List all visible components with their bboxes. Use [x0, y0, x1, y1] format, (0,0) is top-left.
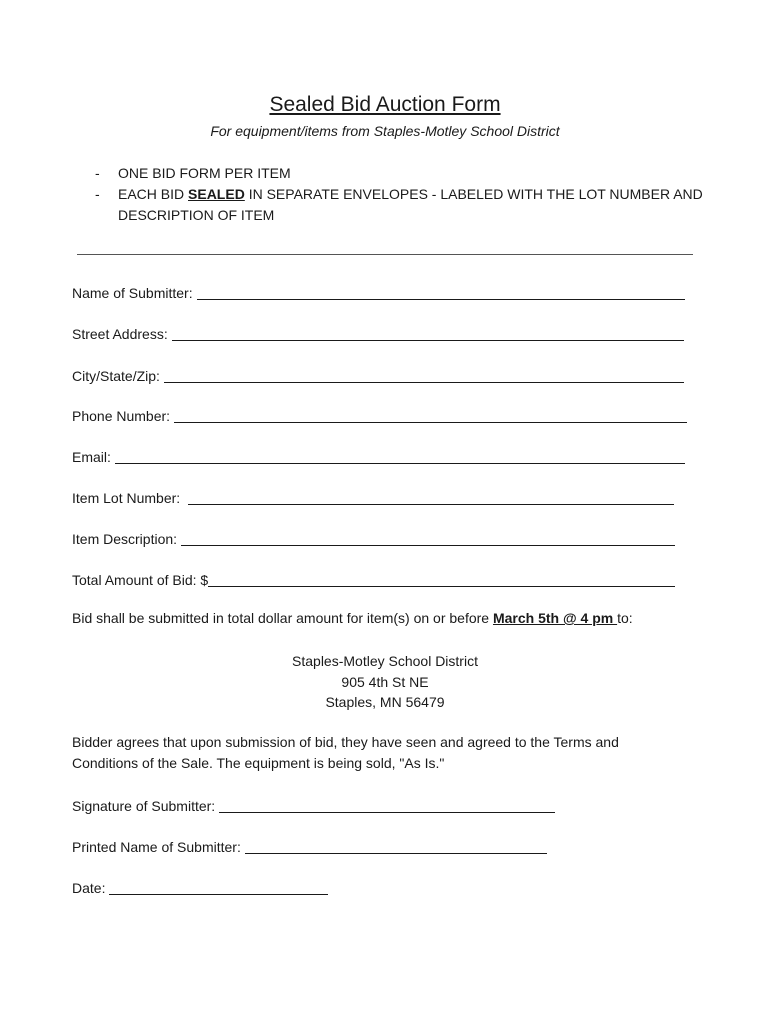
printed-name-input-line[interactable] — [245, 839, 547, 854]
form-title: Sealed Bid Auction Form — [269, 93, 501, 116]
date-field — [72, 878, 328, 896]
name-of-submitter-field — [72, 283, 685, 301]
address-line-1: Staples-Motley School District — [292, 653, 478, 669]
name-of-submitter-label: Name of Submitter: — [72, 285, 193, 301]
terms-agreement-text: Bidder agrees that upon submission of bid, they have seen and agreed to the Terms and Conditions of the Sale. The equipment is being sold, "As Is." — [72, 734, 619, 771]
street-address-field — [72, 324, 684, 342]
email-field — [72, 447, 685, 465]
signature-input-line[interactable] — [219, 798, 555, 813]
printed-name-field — [72, 837, 547, 855]
item-lot-number-field — [72, 488, 674, 506]
signature-label: Signature of Submitter: — [72, 798, 216, 814]
instructions-list — [90, 163, 710, 226]
city-state-zip-input-line[interactable] — [164, 368, 684, 383]
sealed-emphasis: SEALED — [188, 186, 245, 202]
street-address-input-line[interactable] — [172, 326, 684, 341]
printed-name-label: Printed Name of Submitter: — [72, 839, 241, 855]
instruction-text-suffix: IN SEPARATE ENVELOPES - LABELED WITH THE LOT NUMBER AND DESCRIPTION OF ITEM — [118, 186, 703, 223]
date-label: Date: — [72, 880, 106, 896]
bullet-dash: - — [95, 165, 100, 181]
phone-number-field — [72, 406, 687, 424]
item-description-label: Item Description: — [72, 531, 178, 547]
total-amount-of-bid-label: Total Amount of Bid: $ — [72, 572, 209, 588]
item-lot-number-label: Item Lot Number: — [72, 490, 181, 506]
item-description-input-line[interactable] — [181, 531, 675, 546]
instruction-text: ONE BID FORM PER ITEM — [118, 165, 291, 181]
signature-field — [72, 796, 555, 814]
total-amount-of-bid-input-line[interactable] — [208, 572, 675, 587]
instruction-item — [90, 163, 710, 184]
section-divider — [77, 254, 693, 255]
submission-prefix: Bid shall be submitted in total dollar amount for item(s) on or before — [72, 610, 493, 626]
phone-number-label: Phone Number: — [72, 408, 171, 424]
address-line-2: 905 4th St NE — [341, 673, 429, 690]
email-label: Email: — [72, 449, 111, 465]
city-state-zip-field — [72, 366, 684, 384]
submission-suffix: to: — [617, 610, 633, 626]
instruction-text-prefix: EACH BID — [118, 186, 189, 202]
date-input-line[interactable] — [109, 880, 328, 895]
instruction-item — [90, 184, 710, 226]
phone-number-input-line[interactable] — [174, 408, 687, 423]
city-state-zip-label: City/State/Zip: — [72, 368, 160, 384]
item-lot-number-input-line[interactable] — [188, 490, 674, 505]
submission-deadline: March 5th @ 4 pm — [492, 610, 618, 626]
email-input-line[interactable] — [115, 449, 685, 464]
bullet-dash: - — [95, 186, 100, 202]
name-of-submitter-input-line[interactable] — [197, 285, 685, 300]
form-subtitle: For equipment/items from Staples-Motley School District — [210, 123, 560, 139]
street-address-label: Street Address: — [72, 326, 168, 342]
item-description-field — [72, 529, 675, 547]
district-address-block — [0, 651, 770, 713]
submission-deadline-text — [72, 608, 712, 629]
address-line-3: Staples, MN 56479 — [325, 694, 445, 710]
total-amount-of-bid-field — [72, 570, 675, 588]
